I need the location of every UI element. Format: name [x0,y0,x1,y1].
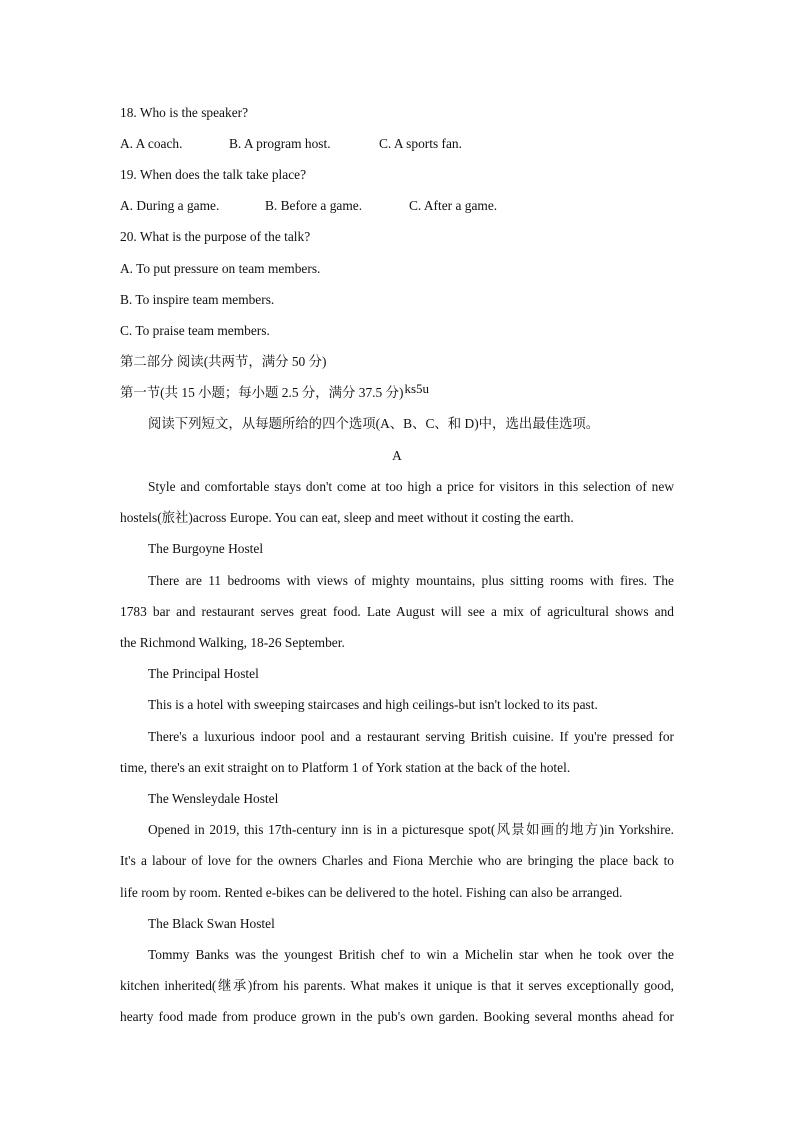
hostel-heading-wensleydale: The Wensleydale Hostel [148,791,279,806]
intro-line-1: Style and comfortable stays don't come at too high a price for visitors in this selection of new [148,479,674,494]
reading-instruction: 阅读下列短文，从每题所给的四个选项(A、B、C、和 D)中，选出最佳选项。 [148,416,600,431]
section1-heading [120,381,674,402]
black-swan-line-3: hearty food made from produce grown in the pub's own garden. Booking several months ahead for [120,1009,674,1024]
q18-options [120,135,674,153]
hostel-heading-black-swan: The Black Swan Hostel [148,916,275,931]
q18-option-b: B. A program host. [229,136,331,151]
part2-heading: 第二部分 阅读(共两节，满分 50 分) [120,354,327,369]
burgoyne-line-1: There are 11 bedrooms with views of mighty mountains, plus sitting rooms with fires. The [148,573,674,588]
q19-option-b: B. Before a game. [265,198,363,213]
q19-stem: 19. When does the talk take place? [120,167,307,182]
q20-option-c: C. To praise team members. [120,323,270,338]
wensleydale-line-2: It's a labour of love for the owners Charles and Fiona Merchie who are bringing the place back to [120,853,674,868]
q20-stem: 20. What is the purpose of the talk? [120,229,311,244]
black-swan-line-2: kitchen inherited(继承)from his parents. What makes it unique is that it serves exceptionally good, [120,978,674,993]
q18-option-a: A. A coach. [120,136,183,151]
q20-option-b: B. To inspire team members. [120,292,275,307]
q19-option-a: A. During a game. [120,198,220,213]
burgoyne-line-2: 1783 bar and restaurant serves great food. Late August will see a mix of agricultural shows and [120,604,674,619]
black-swan-line-1: Tommy Banks was the youngest British chef to win a Michelin star when he took over the [148,947,674,962]
principal-line-2: There's a luxurious indoor pool and a restaurant serving British cuisine. If you're pressed for [148,729,674,744]
intro-line-2: hostels(旅社)across Europe. You can eat, sleep and meet without it costing the earth. [120,510,574,525]
q20-option-a: A. To put pressure on team members. [120,261,321,276]
burgoyne-line-3: the Richmond Walking, 18-26 September. [120,635,345,650]
q18-option-c: C. A sports fan. [379,136,462,151]
q19-option-c: C. After a game. [409,198,498,213]
wensleydale-line-1: Opened in 2019, this 17th-century inn is in a picturesque spot(风景如画的地方)in Yorkshire. [148,822,674,837]
principal-line-3: time, there's an exit straight on to Platform 1 of York station at the back of the hotel. [120,760,571,775]
q19-options [120,197,674,215]
q18-stem: 18. Who is the speaker? [120,105,249,120]
principal-line-1: This is a hotel with sweeping staircases and high ceilings-but isn't locked to its past. [148,697,598,712]
wensleydale-line-3: life room by room. Rented e-bikes can be delivered to the hotel. Fishing can also be arranged. [120,885,623,900]
passage-label: A [392,448,402,463]
hostel-heading-burgoyne: The Burgoyne Hostel [148,541,264,556]
watermark-text: ks5u [404,381,429,396]
hostel-heading-principal: The Principal Hostel [148,666,259,681]
section1-text: 第一节(共 15 小题；每小题 2.5 分，满分 37.5 分) [120,385,404,400]
